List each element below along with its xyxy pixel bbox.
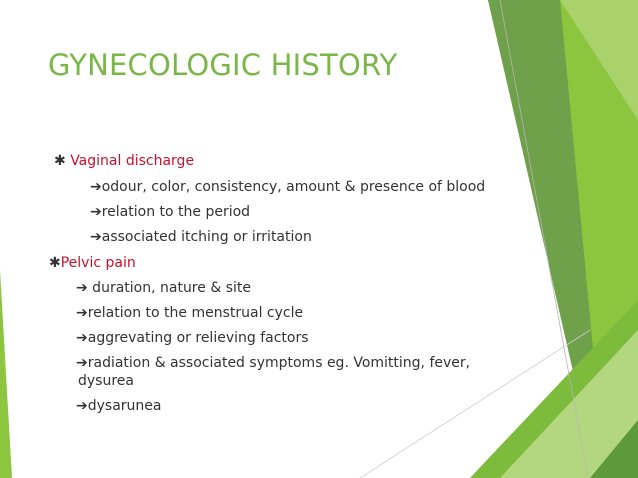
list-item: ➔odour, color, consistency, amount & presence of blood [90, 179, 486, 195]
list-item-continuation: dysurea [78, 373, 134, 389]
list-item: ➔relation to the menstrual cycle [76, 305, 304, 321]
list-item: ➔associated itching or irritation [90, 229, 312, 245]
list-item: ➔ duration, nature & site [76, 280, 251, 296]
section-heading-vaginal-discharge: ✱ Vaginal discharge [54, 153, 195, 169]
star-bullet-icon: ✱ [54, 153, 66, 169]
section-heading-pelvic-pain: ✱Pelvic pain [49, 255, 136, 271]
arrow-icon: ➔ [76, 330, 88, 346]
list-item: ➔aggrevating or relieving factors [76, 330, 309, 346]
list-item: ➔dysarunea [76, 398, 162, 414]
arrow-icon: ➔ [76, 398, 88, 414]
green-shape-left [0, 270, 12, 478]
arrow-icon: ➔ [76, 305, 88, 321]
star-bullet-icon: ✱ [49, 255, 61, 271]
arrow-icon: ➔ [90, 204, 102, 220]
arrow-icon: ➔ [90, 229, 102, 245]
slide-title: GYNECOLOGIC HISTORY [48, 48, 398, 82]
list-item: ➔radiation & associated symptoms eg. Vomitting, fever, [76, 355, 471, 371]
arrow-icon: ➔ [90, 179, 102, 195]
arrow-icon: ➔ [76, 280, 88, 296]
list-item: ➔relation to the period [90, 204, 251, 220]
arrow-icon: ➔ [76, 355, 88, 371]
